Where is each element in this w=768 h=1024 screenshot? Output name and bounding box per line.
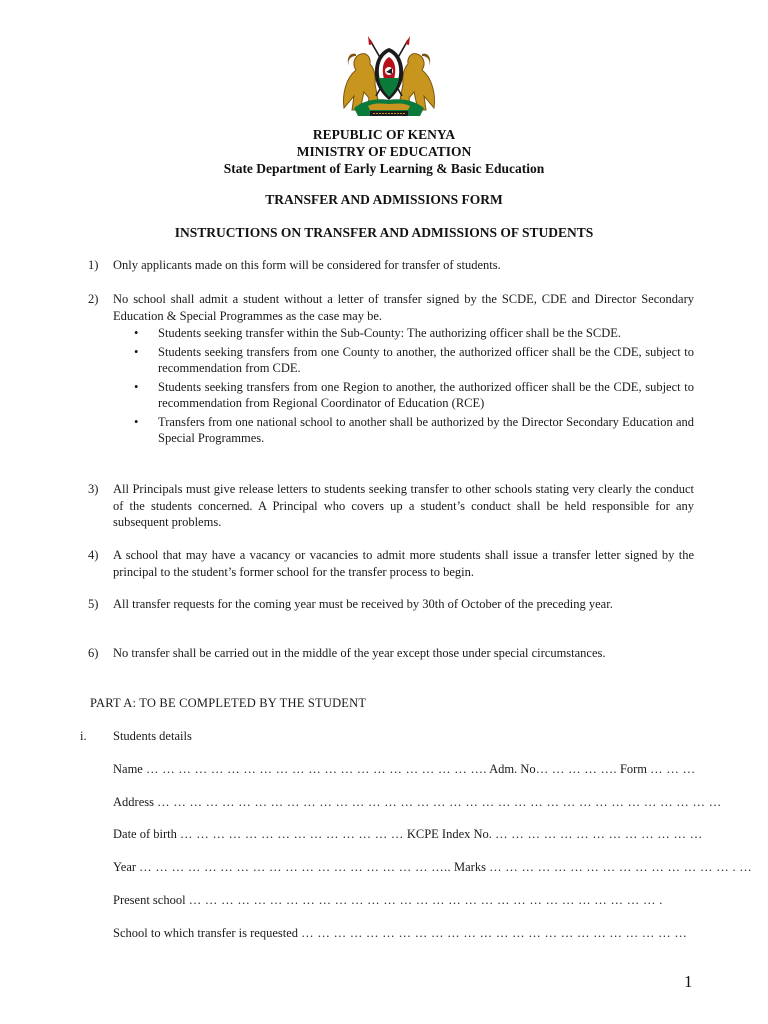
department-heading: State Department of Early Learning & Basic Education <box>223 161 545 176</box>
form-field[interactable]: … … … <box>650 762 696 776</box>
marks-label: Marks <box>454 860 486 874</box>
bullet-icon: • <box>134 379 139 394</box>
part-a-heading: PART A: TO BE COMPLETED BY THE STUDENT <box>90 696 367 710</box>
ministry-heading: MINISTRY OF EDUCATION <box>296 144 472 159</box>
bullet-icon: • <box>134 344 139 359</box>
item-number: 6) <box>88 646 99 660</box>
item-text: No school shall admit a student without a letter of transfer signed by the SCDE, CDE and Director Secondary Education & Special Programmes as the case may be. <box>113 292 694 323</box>
item-text: Only applicants made on this form will be considered for transfer of students. <box>113 258 501 272</box>
bullet-text: Transfers from one national school to another shall be authorized by the Director Secondary Education and Special Programmes. <box>158 414 694 445</box>
item-number: 2) <box>88 292 99 306</box>
dob-row <box>113 826 703 843</box>
bullet-icon: • <box>134 414 139 429</box>
section-numeral: i. <box>80 729 87 743</box>
form-label: Form <box>619 762 648 776</box>
dob-label: Date of birth <box>113 827 177 841</box>
present-school-field[interactable]: … … … … … … … … … … … … … … … … … … … … … … … … … … … … … . <box>188 893 663 907</box>
document-header <box>0 126 768 177</box>
bullet-text: Students seeking transfers from one Region to another, the authorized officer shall be the CDE, subject to recommendation from Regional Coordinator of Education (RCE) <box>158 379 694 410</box>
item-text: All transfer requests for the coming year must be received by 30th of October of the preceding year. <box>113 597 613 611</box>
instruction-item <box>88 645 694 662</box>
country-heading: REPUBLIC OF KENYA <box>312 127 456 142</box>
present-school-label: Present school <box>113 893 186 907</box>
year-row <box>113 859 753 876</box>
transfer-school-row <box>113 925 688 942</box>
present-school-row <box>113 892 678 909</box>
instruction-item <box>88 481 694 531</box>
list-item <box>134 344 694 377</box>
adm-field[interactable]: … … … … …. <box>535 762 617 776</box>
bullet-text: Students seeking transfer within the Sub-County: The authorizing officer shall be the SCDE. <box>158 326 622 340</box>
instruction-item <box>88 257 694 274</box>
address-field[interactable]: … … … … … … … … … … … … … … … … … … … … … … … … … … … … … … … … … … … <box>157 795 722 809</box>
list-item <box>134 414 694 447</box>
address-row <box>113 794 722 811</box>
section-label: Students details <box>113 729 192 743</box>
item-number: 3) <box>88 482 99 496</box>
page-number: 1 <box>684 972 693 991</box>
year-label: Year <box>113 860 137 874</box>
kcpe-label: KCPE Index No. <box>406 827 492 841</box>
item-text: A school that may have a vacancy or vacancies to admit more students shall issue a transfer letter signed by the principal to the student’s former school for the transfer process to begin. <box>113 548 694 579</box>
form-title: TRANSFER AND ADMISSIONS FORM <box>265 192 503 207</box>
dob-field[interactable]: … … … … … … … … … … … … … … <box>180 827 404 841</box>
instruction-item <box>88 596 694 613</box>
adm-label: Adm. No <box>489 762 536 776</box>
item-text: No transfer shall be carried out in the middle of the year except those under special circumstances. <box>113 646 606 660</box>
name-label: Name <box>113 762 143 776</box>
item-text: All Principals must give release letters to students seeking transfer to other schools stating very clearly the conduct of the students concerned. A Principal who covers up a student’s conduct shall be held responsible for any subsequent problems. <box>113 482 694 529</box>
bullet-icon: • <box>134 326 139 340</box>
instruction-item <box>88 291 694 324</box>
transfer-school-field[interactable]: … … … … … … … … … … … … … … … … … … … … … … … … <box>301 926 688 940</box>
kcpe-field[interactable]: … … … … … … … … … … … … … <box>495 827 703 841</box>
address-label: Address <box>113 795 154 809</box>
list-item <box>134 325 694 342</box>
bullet-list <box>134 325 694 449</box>
kenya-coat-of-arms-icon <box>334 34 444 120</box>
instructions-title: INSTRUCTIONS ON TRANSFER AND ADMISSIONS OF STUDENTS <box>174 225 594 240</box>
item-number: 4) <box>88 548 99 562</box>
item-number: 5) <box>88 597 99 611</box>
year-field[interactable]: … … … … … … … … … … … … … … … … … … ….. <box>139 860 451 874</box>
instruction-item <box>88 547 694 580</box>
list-item <box>134 379 694 412</box>
transfer-school-label: School to which transfer is requested <box>113 926 299 940</box>
name-field[interactable]: … … … … … … … … … … … … … … … … … … … … …. <box>145 762 487 776</box>
bullet-text: Students seeking transfers from one County to another, the authorized officer shall be the CDE, subject to recommendation from CDE. <box>158 344 694 375</box>
item-number: 1) <box>88 258 99 272</box>
name-row <box>113 761 696 778</box>
marks-field[interactable]: … … … … … … … … … … … … … … … . … <box>489 860 753 874</box>
